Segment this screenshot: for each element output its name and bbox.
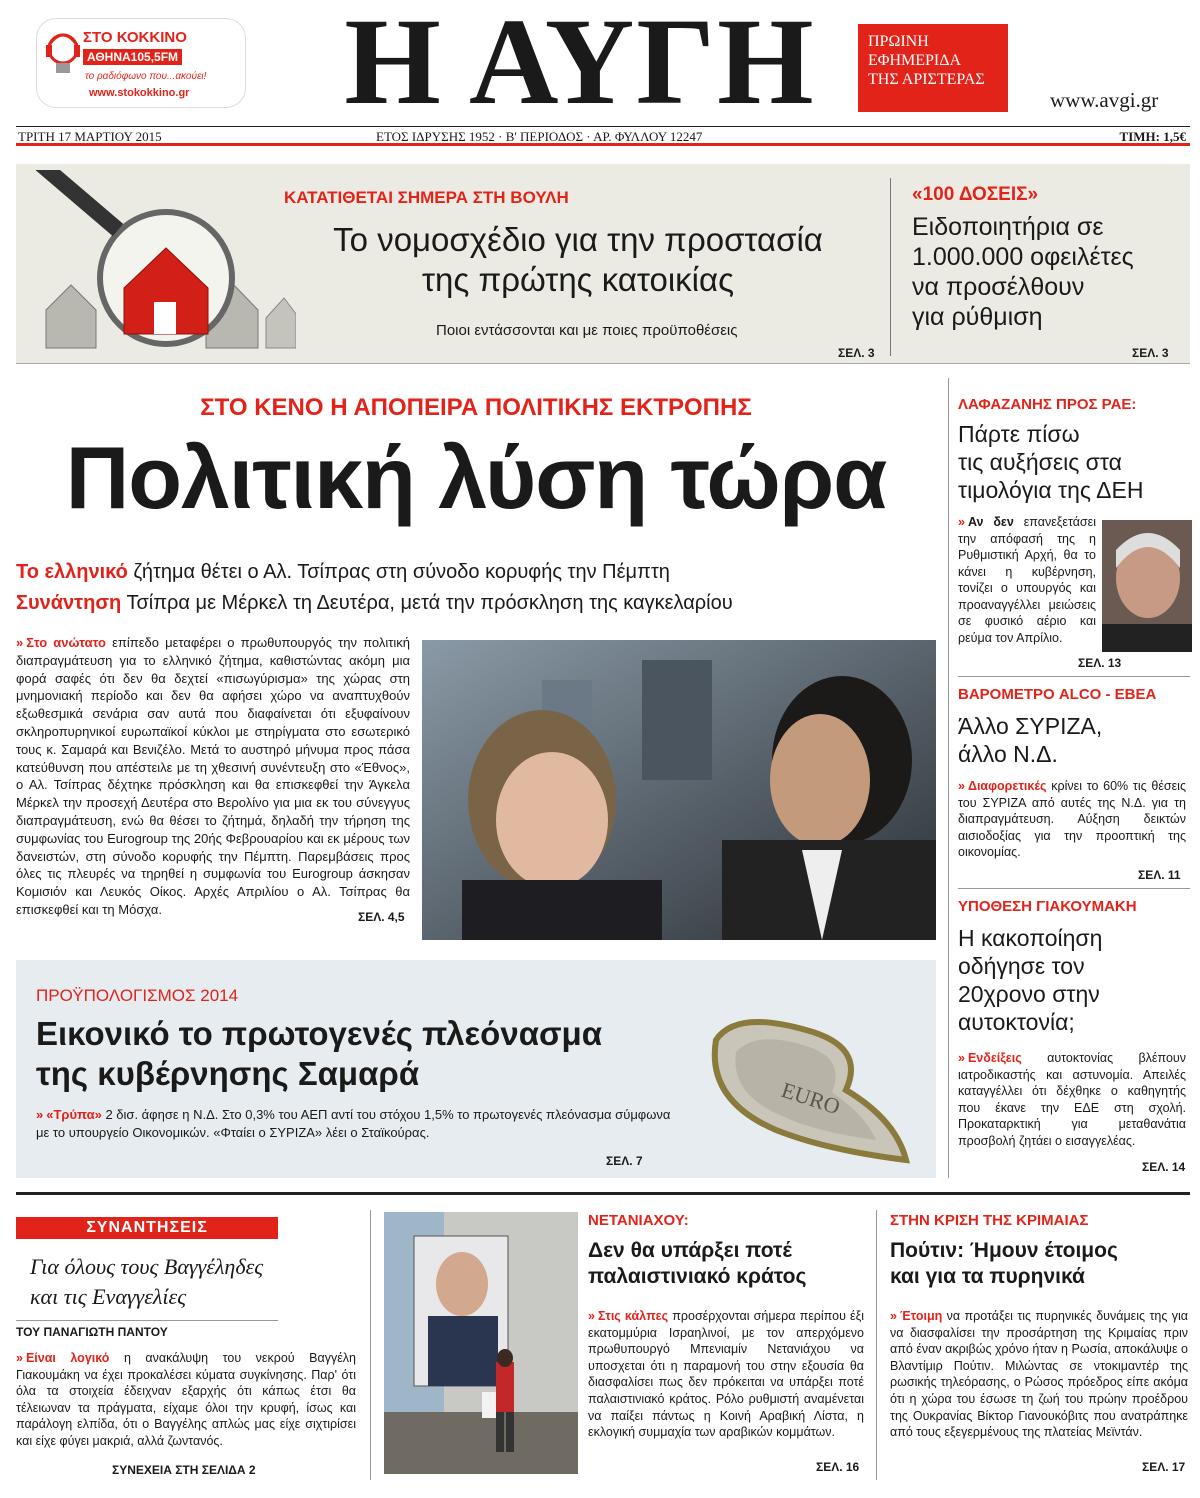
body-lead: Στο ανώτατο <box>26 635 106 650</box>
price: ΤΙΜΗ: 1,5€ <box>1119 129 1186 144</box>
crimea-headline-line: και για τα πυρηνικά <box>890 1265 1085 1288</box>
radio-slogan: το ραδιόφωνο που...ακούει! <box>85 71 207 82</box>
top-kicker: ΚΑΤΑΤΙΘΕΤΑΙ ΣΗΜΕΡΑ ΣΤΗ ΒΟΥΛΗ <box>284 188 569 207</box>
lead-body: » Στο ανώτατο επίπεδο μεταφέρει ο πρωθυπουργός την πολιτική διαπραγμάτευση για το ελληνικό ζήτημα, καθιστώντας ακόμη μια φορά σαφές ότι δεν θα δεχτεί «πισωγύρισμα» της χώρας στη μνημονιακή περίοδο και δεν θα αφήσει χώρο να αναπτυχθούν εξωθεσμικά σενάρια σαν αυτά που διαφαίνεται ότι εξυφαίνουν σκληροπυρηνικοί ευρωπαϊκοί κύκλοι με στηρίγματα στο εσωτερικό τους κ. Σαμαρά και Βενιζέλο. Μετά το αυστηρό μήνυμα προς πάσα κατεύθυνση που απέστειλε με τη χθεσινή συνέντευξη στο «Έθνος», ο Αλ. Τσίπρας δέχτηκε πρόσκληση και θα επισκεφθεί την Άγκελα Μέρκελ την προσεχή Δευτέρα στο Βερολίνο για μια εκ του σύνεγγυς διαπραγμάτευση, ενώ θα θέσει το ζήτημά, δηλαδή την τήρηση της συμφωνίας του Eurogroup της 20ής Φεβρουαρίου και εκ μέρους των δανειστών, στη σύνοδο κορυφής την Πέμπτη. Παρεμβάσεις προς όλες τις πλευρές να τηρηθεί η συμφωνία του Eurogroup άσκησαν Κομισιόν και Λευκός Οίκος. Αρχές Απριλίου ο Αλ. Τσίπρας θα επισκεφθεί και τη Μόσχα. <box>16 635 410 917</box>
radio-frequency: ΑΘΗΝΑ105,5FM <box>83 49 182 65</box>
side3-body: » Ενδείξεις αυτοκτονίας βλέπουν ιατροδικαστής και αστυνομία. Απειλές καταγγέλλει ότι δέχθηκε ο καθηγητής που έκανε την ΕΔΕ στη σχολή. Προκαταρκτική για μεταθανάτια προσβολή ζητάει ο εισαγγελέας. <box>958 1051 1186 1148</box>
side1-kicker: ΛΑΦΑΖΑΝΗΣ ΠΡΟΣ ΡΑΕ: <box>958 396 1137 413</box>
lightbulb-headphones-icon <box>43 27 83 87</box>
side3-line: οδήγησε τον <box>958 953 1085 979</box>
top-subhead: Ποιοι εντάσσονται και με ποιες προϋποθέσεις <box>436 322 738 339</box>
side2-headline <box>958 712 1102 768</box>
top-headline-line: της πρώτης κατοικίας <box>421 261 734 298</box>
crimea-headline-line: Πούτιν: Ήμουν έτοιμος <box>890 1239 1118 1262</box>
coin-text: EURO <box>778 1076 844 1120</box>
column-title-line: Για όλους τους Βαγγέληδες <box>30 1254 264 1279</box>
radio-brand: ΣΤΟ ΚΟΚΚΙΝΟ <box>83 29 187 46</box>
top-side-line: να προσέλθουν <box>912 273 1085 301</box>
body-lead: Διαφορετικές <box>967 779 1047 793</box>
column-label: ΣΥΝΑΝΤΗΣΕΙΣ <box>16 1217 278 1239</box>
top-side-headline <box>912 212 1134 332</box>
budget-headline-line: της κυβέρνησης Σαμαρά <box>36 1055 420 1092</box>
side1-line: τις αυξήσεις στα <box>958 449 1122 475</box>
lafazanis-photo <box>1102 520 1192 652</box>
side2-line: Άλλο ΣΥΡΙΖΑ, <box>958 713 1103 739</box>
top-headline <box>278 220 878 300</box>
column-body: » Είναι λογικό η ανακάλυψη του νεκρού Βαγγέλη Γιακουμάκη να έχει προκαλέσει κύματα συγκίνησης. Παρ' ότι όλα τα στοιχεία έδειχναν εξαρχής ότι κάπως έτσι θα τέλειωναν τα πράγματα, είχαμε όλοι την κρυφή, ίσως και παράλογη ελπίδα, ότι ο Βαγγέλης απλώς μας είχε σιχτιρίσει και είχε φύγει μακριά, αλλά ζωντανός. <box>16 1351 356 1448</box>
netanyahu-poster-photo <box>384 1212 578 1474</box>
side1-body: » Αν δεν επανεξετάσει την απόφασή της η Ρυθμιστική Αρχή, θα το κάνει η κυβέρνηση, τονίζει ο υπουργός και προαναγγέλλει μειώσεις σε φυσικό αέριο και ρεύμα τον Απρίλιο. <box>958 515 1096 645</box>
body-rest: προσέρχονται σήμερα περίπου έξι εκατομμύρια Ισραηλινοί, με τον απερχόμενο πρωθυπουργό Μπενιαμίν Νετανιάχου να υποσχεται ότι η παραμονή του στην εξουσία θα διασφαλίσει πως δεν πρόκειται να υπάρξει ποτέ παλαιστινιακό κράτος. Ρόλο ρυθμιστή αναμένεται να παίξει πάντως η Κοινή Αραβική Λίστα, η εκλογική συμμαχία των αραβικών κομμάτων. <box>588 1309 864 1440</box>
side2-page-ref: ΣΕΛ. 11 <box>1138 868 1181 882</box>
issue-date: ΤΡΙΤΗ 17 ΜΑΡΤΙΟΥ 2015 <box>18 129 162 144</box>
tagline-line: ΠΡΩΙΝΗ <box>868 33 929 50</box>
top-side-page-ref: ΣΕΛ. 3 <box>1132 346 1169 360</box>
budget-body: » «Τρύπα» 2 δισ. άφησε η Ν.Δ. Στο 0,3% του ΑΕΠ αντί του στόχου 1,5% το πρωτογενές πλεόνασμα σύμφωνα με το υπουργείο Οικονομικών. «Φταίει ο ΣΥΡΙΖΑ» λέει ο Σταϊκούρας. <box>36 1107 671 1140</box>
tagline-line: ΕΦΗΜΕΡΙΔΑ <box>868 52 962 69</box>
israel-headline <box>588 1238 806 1290</box>
body-rest: επανεξετάσει την απόφασή της η Ρυθμιστική Αρχή, θα το κάνει η κυβέρνηση, τονίζει ο υπουργός και προαναγγέλλει μειώσεις σε φυσικό αέριο και ρεύμα τον Απρίλιο. <box>958 515 1096 645</box>
body-lead: Στις κάλπες <box>597 1309 669 1323</box>
side3-line: 20χρονο στην <box>958 981 1100 1007</box>
side-rule <box>958 676 1190 677</box>
bent-euro-coin-image <box>696 1000 926 1170</box>
side3-line: Η κακοποίηση <box>958 925 1103 951</box>
column-divider <box>876 1210 877 1480</box>
deck-rest: Τσίπρα με Μέρκελ τη Δευτέρα, μετά την πρόσκληση της καγκελαρίου <box>126 592 733 614</box>
budget-headline-line: Εικονικό το πρωτογενές πλεόνασμα <box>36 1015 603 1052</box>
israel-page-ref: ΣΕΛ. 16 <box>816 1460 860 1474</box>
side1-line: τιμολόγια της ΔΕΗ <box>958 477 1144 503</box>
israel-body: » Στις κάλπες προσέρχονται σήμερα περίπου έξι εκατομμύρια Ισραηλινοί, με τον απερχόμενο πρωθυπουργό Μπενιαμίν Νετανιάχου να υποσχεται ότι η παραμονή του στην εξουσία θα διασφαλίσει πως δεν πρόκειται να υπάρξει ποτέ παλαιστινιακό κράτος. Ρόλο ρυθμιστή αναμένεται να παίξει πάντως η Κοινή Αραβική Λίστα, η εκλογική συμμαχία των αραβικών κομμάτων. <box>588 1309 864 1440</box>
top-side-line: 1.000.000 οφειλέτες <box>912 243 1134 271</box>
body-rest: να προτάξει τις πυρηνικές δυνάμεις της για να διασφαλίσει την προσάρτηση της Κριμαίας πριν από έναν ακριβώς χρόνο ήταν η Ρωσία, αποκάλυψε ο Βλαντίμιρ Πούτιν. Μιλώντας σε ντοκιμαντέρ της ρωσικής τηλεόρασης, ο Ρώσος πρόεδρος είπε ακόμα ότι η χώρα του έσωσε τη ζωή του πρώην προέδρου της Ουκρανίας Βίκτορ Γιανουκόβιτς που ανατράπηκε από τους εξεγερμένους της πλατείας Μεϊντάν. <box>890 1309 1188 1440</box>
side3-page-ref: ΣΕΛ. 14 <box>1142 1160 1186 1174</box>
budget-feature-box <box>16 960 936 1178</box>
body-lead: Είναι λογικό <box>25 1351 110 1365</box>
column-divider <box>890 178 891 356</box>
lead-kicker: ΣΤΟ ΚΕΝΟ Η ΑΠΟΠΕΙΡΑ ΠΟΛΙΤΙΚΗΣ ΕΚΤΡΟΠΗΣ <box>200 394 752 421</box>
body-rest: η ανακάλυψη του νεκρού Βαγγέλη Γιακουμάκη να έχει προκαλέσει κύματα συγκίνησης. Παρ' ότι όλα τα στοιχεία έδειχναν εξαρχής ότι κάπως έτσι θα τέλειωναν τα πράγματα, είχαμε όλοι την κρυφή, ίσως και παράλογη ελπίδα, ότι ο Βαγγέλης απλώς μας είχε σιχτιρίσει και είχε φύγει μακριά, αλλά ζωντανός. <box>16 1351 356 1448</box>
section-rule <box>16 1192 1190 1195</box>
column-divider <box>948 378 949 1178</box>
column-continued: ΣΥΝΕΧΕΙΑ ΣΤΗ ΣΕΛΙΔΑ 2 <box>112 1463 256 1477</box>
newspaper-title: Η ΑΥΓΗ <box>344 0 816 130</box>
side1-line: Πάρτε πίσω <box>958 421 1080 447</box>
israel-headline-line: Δεν θα υπάρξει ποτέ <box>588 1239 792 1262</box>
body-lead: Ενδείξεις <box>967 1051 1022 1065</box>
radio-ad-badge <box>36 18 246 108</box>
body-rest: επίπεδο μεταφέρει ο πρωθυπουργός την πολιτική διαπραγμάτευση για το ελληνικό ζήτημα, καθιστώντας ακόμη μια φορά σαφές ότι δεν θα δεχτεί «πισωγύρισμα» της χώρας στη μνημονιακή περίοδο και δεν θα αφήσει χώρο να αναπτυχθούν εξωθεσμικά σενάρια σαν αυτά που διαφαίνεται ότι εξυφαίνουν σκληροπυρηνικοί ευρωπαϊκοί κύκλοι με στηρίγματα στο εσωτερικό τους κ. Σαμαρά και Βενιζέλο. Μετά το αυστηρό μήνυμα προς πάσα κατεύθυνση που απέστειλε με τη χθεσινή συνέντευξη στο «Έθνος», ο Αλ. Τσίπρας δέχτηκε πρόσκληση και θα επισκεφθεί την Άγκελα Μέρκελ την προσεχή Δευτέρα στο Βερολίνο για μια εκ του σύνεγγυς διαπραγμάτευση, ενώ θα θέσει το ζήτημά, δηλαδή την τήρηση της συμφωνίας του Eurogroup της 20ής Φεβρουαρίου και εκ μέρους των δανειστών, στη σύνοδο κορυφής την Πέμπτη. Παρεμβάσεις προς όλες τις πλευρές να τηρηθεί η συμφωνία του Eurogroup άσκησαν Κομισιόν και Λευκός Οίκος. Αρχές Απριλίου ο Αλ. Τσίπρας θα επισκεφθεί και τη Μόσχα. <box>16 635 410 917</box>
body-lead: Αν δεν <box>967 515 1014 529</box>
top-headline-line: Το νομοσχέδιο για την προστασία <box>333 221 823 258</box>
merkel-tsipras-photo <box>422 640 936 940</box>
top-feature-banner <box>16 164 1190 364</box>
tagline-line: ΤΗΣ ΑΡΙΣΤΕΡΑΣ <box>868 71 985 88</box>
masthead-tagline <box>858 24 1008 112</box>
column-title-line: και τις Εναγγελίες <box>30 1284 187 1309</box>
website-link[interactable]: www.avgi.gr <box>1050 88 1159 112</box>
side3-line: αυτοκτονία; <box>958 1009 1075 1035</box>
top-side-line: για ρύθμιση <box>912 303 1043 331</box>
budget-kicker: ΠΡΟΫΠΟΛΟΓΙΣΜΟΣ 2014 <box>36 986 239 1005</box>
lead-page-ref: ΣΕΛ. 4,5 <box>358 910 405 924</box>
body-rest: αυτοκτονίας βλέπουν ιατροδικαστής και αστυνομία. Απειλές καταγγέλλει ότι δέχθηκε ο καθηγητής που έκανε την ΕΔΕ στη σχολή. Προκαταρκτική για μεταθανάτια προσβολή ζητάει ο εισαγγελέας. <box>958 1051 1186 1148</box>
lead-deck-1 <box>16 561 670 584</box>
side2-line: άλλο Ν.Δ. <box>958 741 1058 767</box>
crimea-page-ref: ΣΕΛ. 17 <box>1142 1460 1186 1474</box>
side1-headline <box>958 420 1143 504</box>
budget-headline <box>36 1014 602 1094</box>
top-side-line: Ειδοποιητήρια σε <box>912 213 1104 241</box>
body-lead: «Τρύπα» <box>46 1107 102 1122</box>
deck-lead: Το ελληνικό <box>16 561 128 583</box>
deck-lead: Συνάντηση <box>16 592 122 614</box>
side3-kicker: ΥΠΟΘΕΣΗ ΓΙΑΚΟΥΜΑΚΗ <box>958 898 1137 915</box>
side2-body: » Διαφορετικές κρίνει το 60% τις θέσεις του ΣΥΡΙΖΑ από αυτές της Ν.Δ. για τη διαπραγμάτευση. Αύξηση δεικτών αισιοδοξίας για την προοπτική της οικονομίας. <box>958 779 1186 859</box>
crimea-body: » Έτοιμη να προτάξει τις πυρηνικές δυνάμεις της για να διασφαλίσει την προσάρτηση της Κριμαίας πριν από έναν ακριβώς χρόνο ήταν η Ρωσία, αποκάλυψε ο Βλαντίμιρ Πούτιν. Μιλώντας σε ντοκιμαντέρ της ρωσικής τηλεόρασης, ο Ρώσος πρόεδρος είπε ακόμα ότι η χώρα του έσωσε τη ζωή του πρώην προέδρου της Ουκρανίας Βίκτορ Γιανουκόβιτς που ανατράπηκε από τους εξεγερμένους της πλατείας Μεϊντάν. <box>890 1309 1188 1440</box>
magnifier-houses-illustration <box>26 170 296 356</box>
body-lead: Έτοιμη <box>899 1309 943 1323</box>
top-page-ref: ΣΕΛ. 3 <box>838 346 875 360</box>
side2-kicker: ΒΑΡΟΜΕΤΡΟ ALCO - ΕΒΕΑ <box>958 686 1157 703</box>
column-byline: ΤΟΥ ΠΑΝΑΓΙΩΤΗ ΠΑΝΤΟΥ <box>16 1320 278 1339</box>
crimea-kicker: ΣΤΗΝ ΚΡΙΣΗ ΤΗΣ ΚΡΙΜΑΙΑΣ <box>890 1212 1089 1229</box>
edition-info: ΕΤΟΣ ΙΔΡΥΣΗΣ 1952 · Β' ΠΕΡΙΟΔΟΣ · ΑΡ. ΦΥΛΛΟΥ 12247 <box>376 129 703 144</box>
budget-page-ref: ΣΕΛ. 7 <box>606 1154 643 1168</box>
side3-headline <box>958 924 1102 1036</box>
dateline-bar <box>16 126 1190 146</box>
side-rule <box>958 888 1190 889</box>
column-divider <box>370 1210 371 1480</box>
body-rest: κρίνει το 60% τις θέσεις του ΣΥΡΙΖΑ από αυτές της Ν.Δ. για τη διαπραγμάτευση. Αύξηση δεικτών αισιοδοξίας για την προοπτική της οικονομίας. <box>958 779 1186 859</box>
lead-deck-2 <box>16 592 733 615</box>
israel-headline-line: παλαιστινιακό κράτος <box>588 1265 807 1288</box>
lead-headline: Πολιτική λύση τώρα <box>65 428 887 527</box>
side1-page-ref: ΣΕΛ. 13 <box>1078 656 1122 670</box>
radio-url[interactable]: www.stokokkino.gr <box>89 87 190 99</box>
crimea-headline <box>890 1238 1118 1290</box>
deck-rest: ζήτημα θέτει ο Αλ. Τσίπρας στη σύνοδο κορυφής την Πέμπτη <box>133 561 670 583</box>
body-rest: 2 δισ. άφησε η Ν.Δ. Στο 0,3% του ΑΕΠ αντί του στόχου 1,5% το πρωτογενές πλεόνασμα σύμφωνα με το υπουργείο Οικονομικών. «Φταίει ο ΣΥΡΙΖΑ» λέει ο Σταϊκούρας. <box>36 1107 671 1140</box>
israel-kicker: ΝΕΤΑΝΙΑΧΟΥ: <box>588 1212 689 1229</box>
top-side-kicker: «100 ΔΟΣΕΙΣ» <box>912 184 1039 205</box>
column-title <box>30 1252 263 1312</box>
